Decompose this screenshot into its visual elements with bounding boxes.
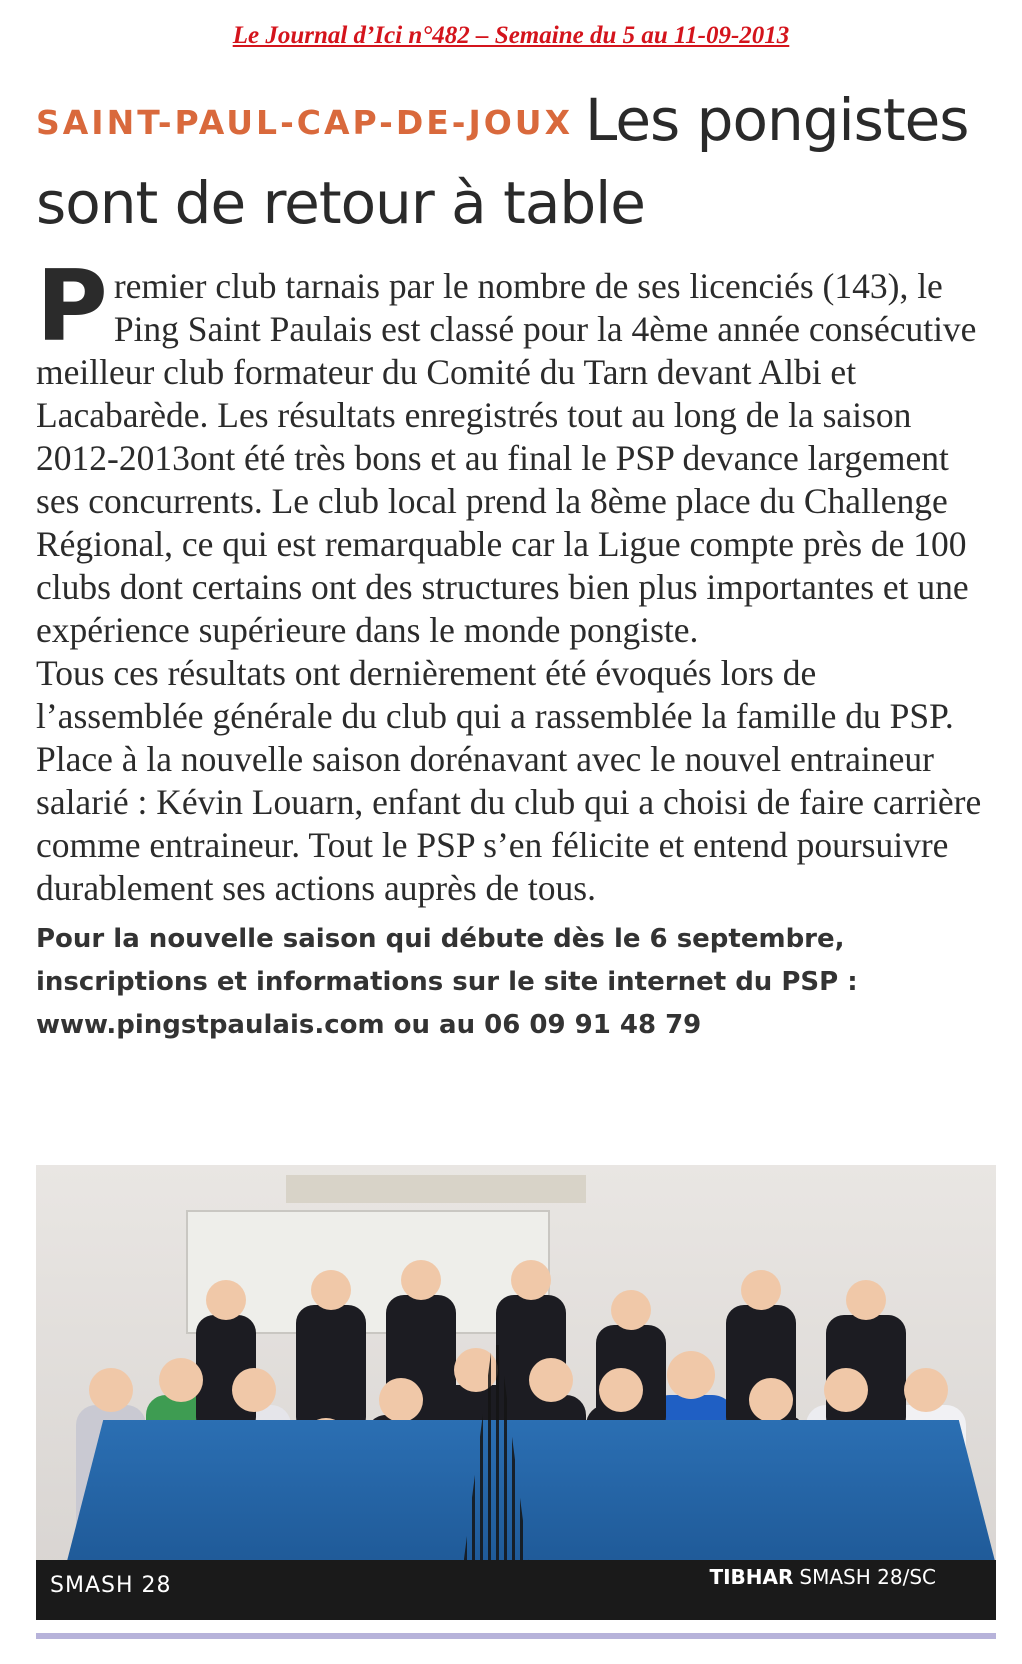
brand-name: TIBHAR (709, 1565, 794, 1589)
info-line-2: inscriptions et informations sur le site internet du PSP : (36, 967, 858, 997)
brand-model: SMASH 28/SC (799, 1565, 936, 1589)
article-body (36, 250, 986, 910)
table-brand-right (709, 1565, 936, 1589)
ping-pong-table (66, 1420, 996, 1565)
article-headline (36, 80, 986, 243)
info-line-1: Pour la nouvelle saison qui débute dès le 6 septembre, (36, 924, 845, 954)
article (36, 80, 986, 1047)
bottom-divider (36, 1633, 996, 1639)
info-box (36, 918, 986, 1047)
table-brand-left: SMASH 28 (50, 1573, 172, 1598)
article-paragraph-1 (36, 250, 986, 652)
article-paragraph-2: Tous ces résultats ont dernièrement été évoqués lors de l’assemblée générale du club qui a rassemblée la famille du PSP. Place à la nouvelle saison dorénavant avec le nouvel entraineur salarié : Kévin Louarn, enfant du club qui a choisi de faire carrière comme entraineur. Tout le PSP s’en félicite et entend poursuivre durablement ses actions auprès de tous. (36, 653, 982, 908)
article-kicker: SAINT-PAUL-CAP-DE-JOUX (36, 103, 574, 142)
drop-cap: P (36, 250, 108, 364)
newspaper-source-header: Le Journal d’Ici n°482 – Semaine du 5 au 11-09-2013 (232, 22, 790, 49)
wall-banner (286, 1175, 586, 1203)
paragraph-1-text: remier club tarnais par le nombre de ses licenciés (143), le Ping Saint Paulais est classé pour la 4ème année consécutive meilleur club formateur du Comité du Tarn devant Albi et Lacabarède. Les résultats enregistrés tout au long de la saison 2012-2013ont été très bons et au final le PSP devance largement ses concurrents. Le club local prend la 8ème place du Challenge Régional, ce qui est remarquable car la Ligue compte près de 100 clubs dont certains ont des structures bien plus importantes et une expérience supérieure dans le monde pongiste. (36, 266, 977, 650)
article-title: Les pongistes sont de retour à table (36, 86, 969, 237)
info-line-3: www.pingstpaulais.com ou au 06 09 91 48 79 (36, 1010, 702, 1040)
team-photo (36, 1165, 996, 1620)
